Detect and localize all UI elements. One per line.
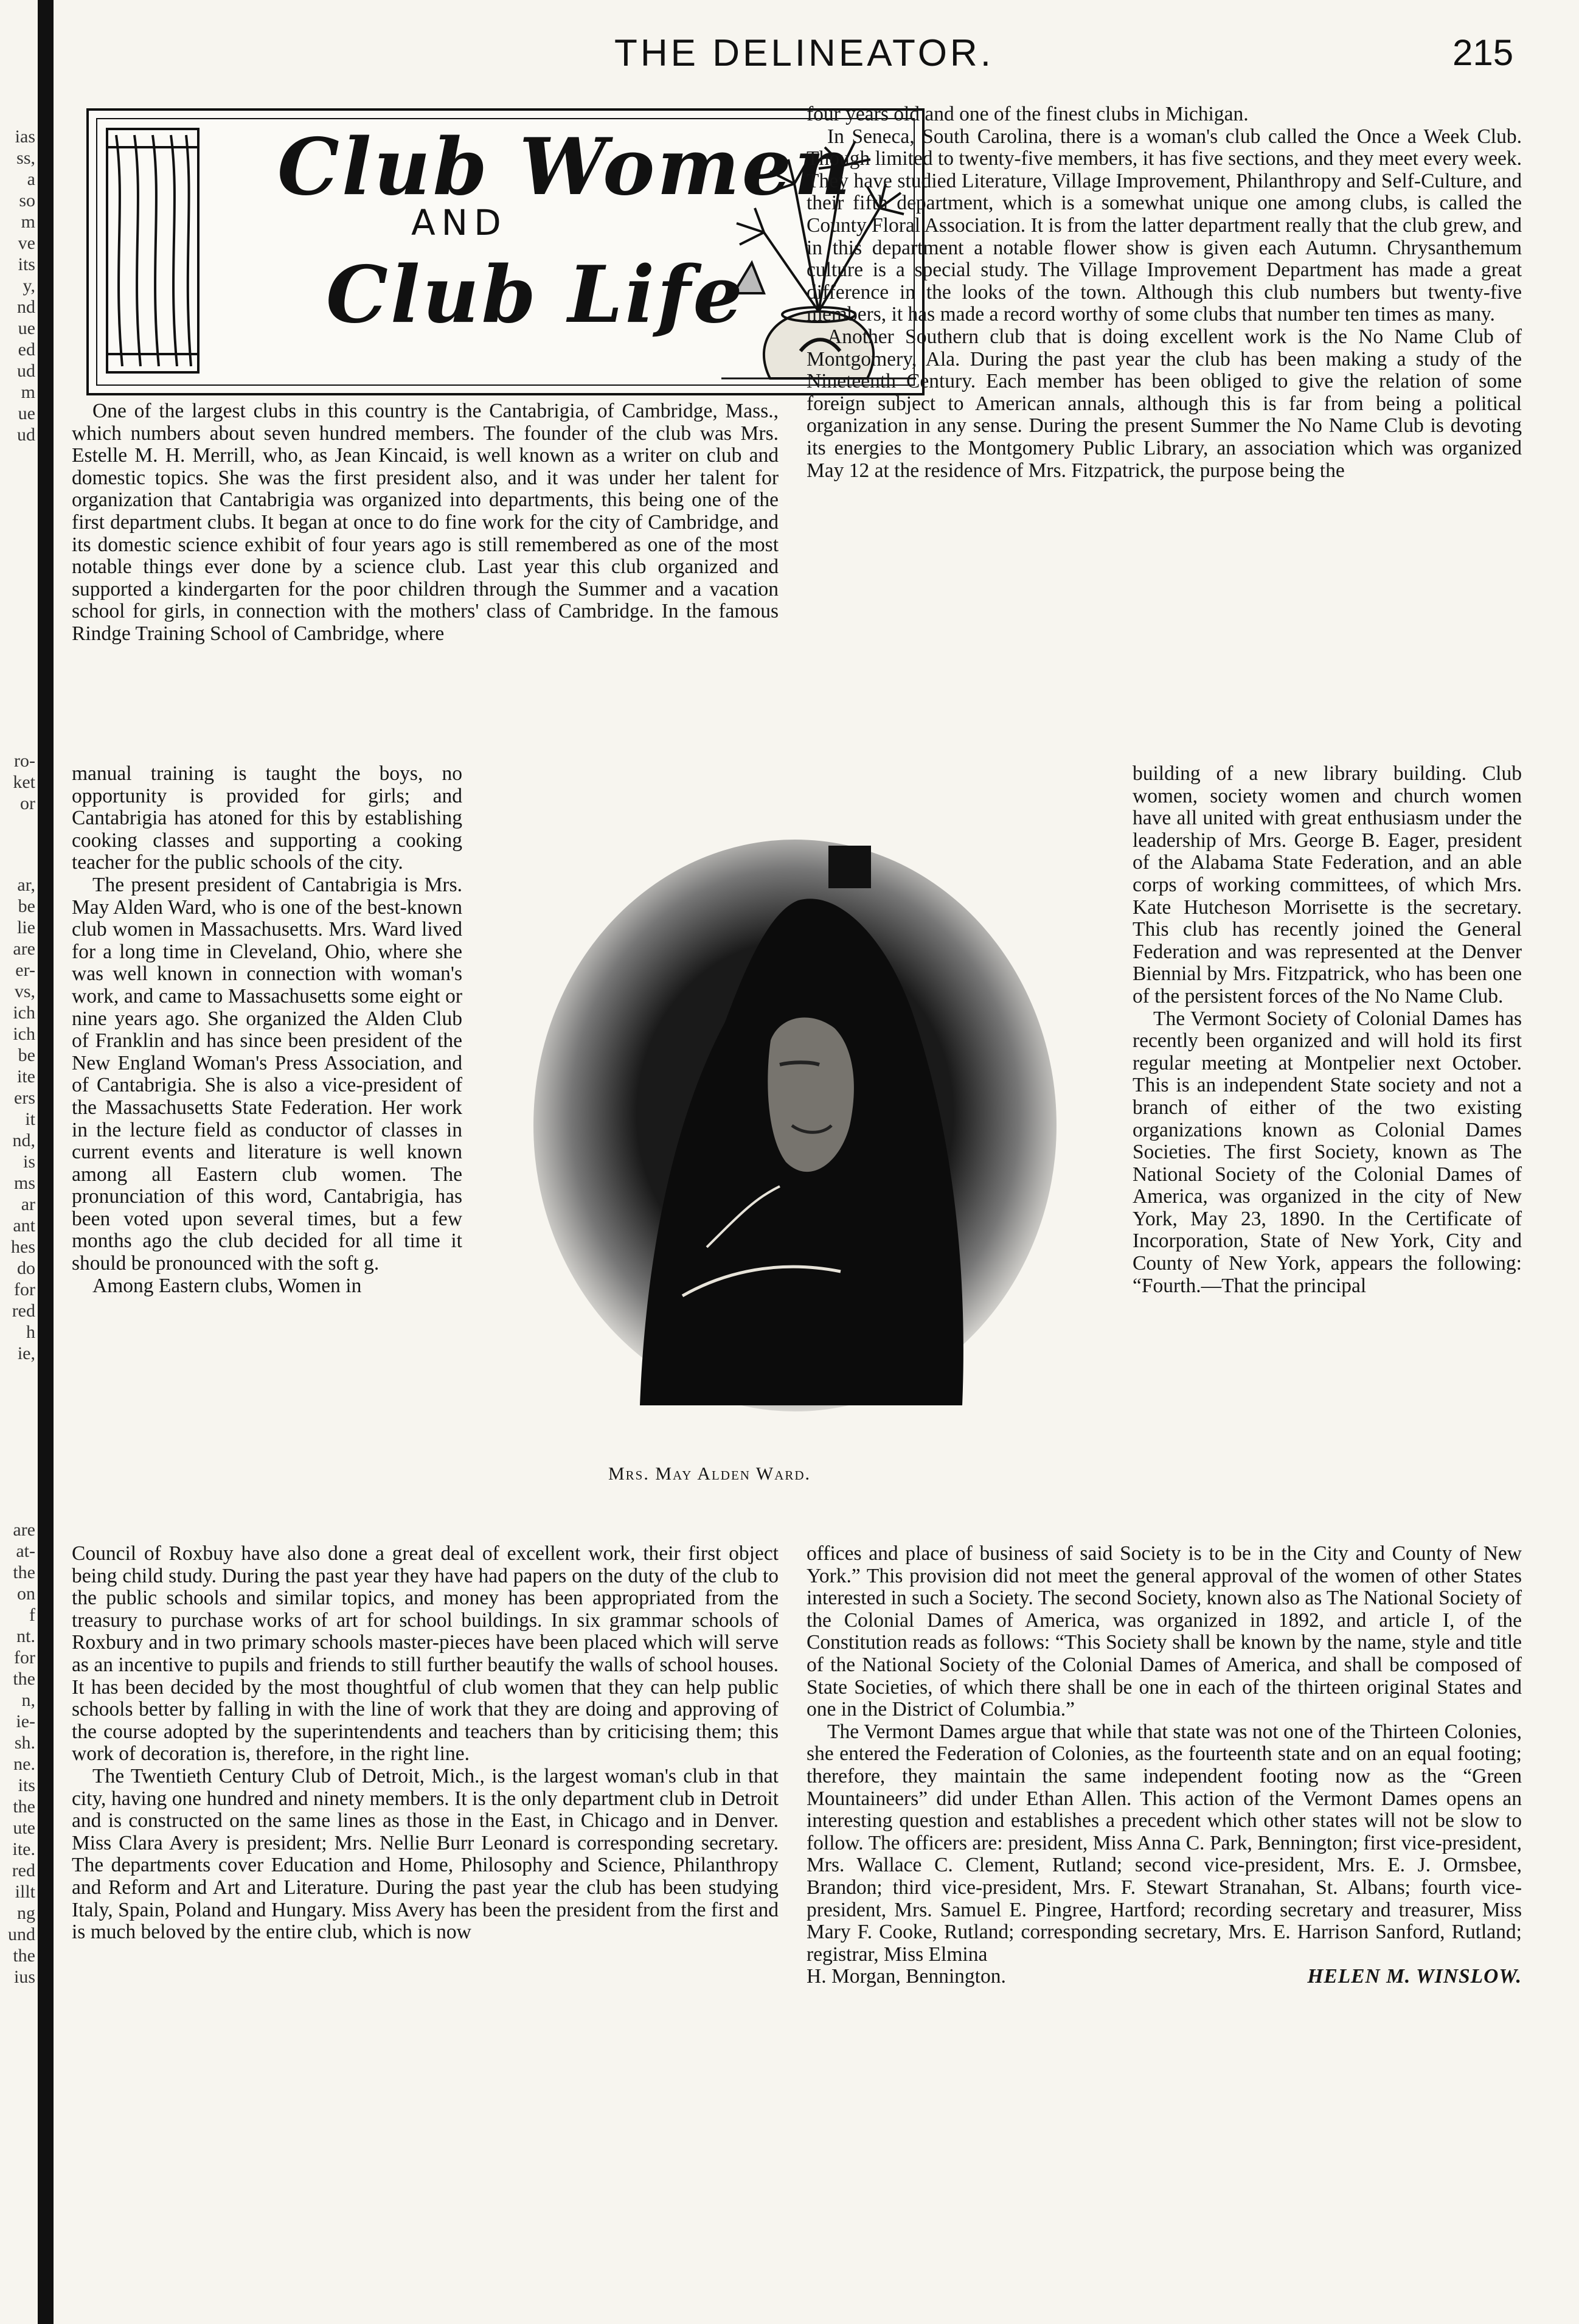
margin-fragment: er- xyxy=(15,960,35,980)
margin-fragment: sh. xyxy=(14,1733,35,1753)
margin-fragment: ias xyxy=(15,127,35,147)
paragraph-twentieth-century-club: The Twentieth Century Club of Detroit, Mich., is the largest woman's club in that city, having one hundred and ninety members. It is the only department club in Detroit and is constructed on the same lines as those in the East, in Chicago and in Denver. Miss Clara Avery is president; Mrs. Nellie Burr Leonard is corresponding secretary. The departments cover Education and Home, Philosophy and Science, Philanthropy and Reform and Art and Literature. During the past year the club has been studying Italy, Spain, Poland and Hungary. Miss Avery has been the president from the first and is much beloved by the entire club, which is now xyxy=(72,1764,779,1944)
margin-fragment: ers xyxy=(14,1088,35,1108)
column-left-top xyxy=(72,400,779,645)
margin-fragment: ue xyxy=(18,403,35,423)
margin-fragment: ant xyxy=(13,1216,35,1236)
margin-fragment: ite. xyxy=(12,1839,35,1859)
margin-fragment: nd xyxy=(17,297,35,317)
margin-fragment: vs, xyxy=(14,981,35,1001)
portrait-caption: Mrs. May Alden Ward. xyxy=(608,1464,811,1484)
closing-text: H. Morgan, Bennington. xyxy=(807,1965,1006,1988)
column-right-bottom xyxy=(807,1543,1522,1988)
column-left-bottom xyxy=(72,1543,779,1944)
margin-fragment: hes xyxy=(11,1237,35,1257)
margin-fragment: ed xyxy=(18,339,35,360)
running-head: THE DELINEATOR. xyxy=(614,32,994,74)
margin-fragment: ie- xyxy=(16,1711,35,1731)
portrait-image xyxy=(524,821,1066,1436)
margin-fragment: ms xyxy=(13,1173,35,1193)
closing-line xyxy=(807,1966,1522,1988)
paragraph-seneca: In Seneca, South Carolina, there is a woman's club called the Once a Week Club. Though limited to twenty-five members, it has five sections, and they meet every week. They have studied Literature, Village Improvement, Philanthropy and Self-Culture, and their fifth department, which is a somewhat unique one among clubs, is called the County Floral Association. It is from the latter department really that the club grew, and in this department a notable flower show is given each Autumn. Chrysanthemum culture is a special study. The Village Improvement Department has made a great difference in the looks of the town. Although this club numbers but twenty-five members, it has made a record worthy of some clubs that number ten times as many. xyxy=(807,125,1522,326)
margin-fragment: be xyxy=(18,1045,35,1065)
margin-fragment: ne. xyxy=(13,1754,35,1774)
margin-fragment: h xyxy=(26,1322,35,1342)
margin-fragment: for xyxy=(14,1279,35,1299)
paragraph-roxbury: Council of Roxbuy have also done a great deal of excellent work, their first object being child study. During the past year they have had papers on the duty of the club to the public schools and similar topics, and money has been appropriated from the treasury to purchase works of art for school buildings. In six grammar schools of Roxbury and in two primary schools master-pieces have been placed which will serve as an incentive to pupils and friends to still further beautify the walls of school houses. It has been decided by the most thoughtful of club women that they can help public schools better by falling in with the line of work that they are doing and approving of the course adopted by the superintendents and teachers than by criticising them; this work of decoration is, therefore, in the right line. xyxy=(72,1542,779,1766)
margin-fragment: are xyxy=(13,939,35,959)
margin-fragment: ich xyxy=(13,1003,35,1023)
margin-fragment: its xyxy=(18,1775,35,1795)
paragraph-cantabrigia: One of the largest clubs in this country is the Cantabrigia, of Cambridge, Mass., which numbers about seven hundred members. The founder of the club was Mrs. Estelle M. H. Merrill, who, as Jean Kincaid, is well known as a writer on club and domestic topics. She was the first president also, and it was under her talent for organization that Cantabrigia was organized into departments, this being one of the first department clubs. It began at once to do fine work for the city of Cambridge, and its domestic science exhibit of four years ago is still remembered as one of the most notable things ever done by a science club. Last year this club organized and supported a kindergarten for the poor children through the Summer and a vacation school for girls, in connection with the mothers' class of Cambridge. In the famous Rindge Training School of Cambridge, where xyxy=(72,400,779,645)
margin-fragment: or xyxy=(20,793,35,813)
paragraph-detroit-cont: four years old and one of the finest clubs in Michigan. xyxy=(807,103,1249,125)
margin-fragment: for xyxy=(14,1647,35,1668)
margin-fragment: ket xyxy=(13,772,35,792)
margin-fragment: nd, xyxy=(12,1130,35,1150)
paragraph-no-name-club-cont: building of a new library building. Club women, society women and church women have all united with great enthusiasm under the leadership of Mrs. George B. Eager, president of the Alabama State Federation, and an able corps of working committees, of which Mrs. Kate Hutcheson Morrisette is the secretary. This club has recently joined the General Federation and was represented at the Denver Biennial by Mrs. Fitzpatrick, who has been one of the persistent forces of the No Name Club. xyxy=(1133,762,1522,1007)
margin-fragment: ich xyxy=(13,1024,35,1044)
margin-fragment: ue xyxy=(18,318,35,338)
title-panel xyxy=(86,108,925,395)
margin-fragment: be xyxy=(18,896,35,916)
margin-fragment: it xyxy=(25,1109,35,1129)
margin-fragment: a xyxy=(27,169,35,189)
margin-fragment: the xyxy=(13,1797,35,1817)
margin-fragment: und xyxy=(8,1924,35,1944)
margin-fragment: on xyxy=(17,1584,35,1604)
margin-fragment: ss, xyxy=(16,148,35,168)
margin-fragment: m xyxy=(21,382,35,402)
margin-fragment: at- xyxy=(16,1541,35,1561)
margin-fragment: m xyxy=(21,212,35,232)
margin-fragment: is xyxy=(23,1152,35,1172)
margin-fragment: ro- xyxy=(14,751,35,771)
margin-fragment: its xyxy=(18,254,35,274)
margin-fragment: ve xyxy=(18,233,35,253)
margin-fragment: do xyxy=(17,1258,35,1278)
curtain-ornament xyxy=(107,129,198,372)
margin-fragment: illt xyxy=(15,1882,35,1902)
margin-fragment: f xyxy=(29,1605,35,1625)
margin-fragment: n, xyxy=(21,1690,35,1710)
margin-fragment: the xyxy=(13,1562,35,1582)
margin-fragment: ar, xyxy=(17,875,35,895)
page-binding-edge xyxy=(38,0,54,2324)
column-right-narrow xyxy=(1133,763,1522,1297)
margin-fragment: ie, xyxy=(17,1343,35,1363)
margin-fragment: the xyxy=(13,1669,35,1689)
paragraph-vermont-dames-cont: offices and place of business of said Society is to be in the City and County of New York.” This provision did not meet the general approval of the women of other States interested in such a Society. The second Society, known also as The National Society of the Colonial Dames of America, was organized in 1892, and article I, of the Constitution reads as follows: “This Society shall be known by the name, style and title of the National Society of the Colonial Dames of America, and shall be composed of State Societies, of which there shall be one in each of the thirteen original States and one in the District of Columbia.” xyxy=(807,1542,1522,1721)
margin-fragment: ar xyxy=(21,1194,35,1214)
paragraph-cantabrigia-cont: manual training is taught the boys, no opportunity is provided for girls; and Cantabrigia has atoned for this by establishing cooking classes and supporting a cooking teacher for the public schools of the city. xyxy=(72,762,462,874)
margin-fragment: red xyxy=(12,1301,35,1321)
margin-fragment: the xyxy=(13,1946,35,1966)
paragraph-vermont-officers: The Vermont Dames argue that while that state was not one of the Thirteen Colonies, she entered the Federation of Colonies, as the fourteenth state and on an equal footing; therefore, they maintain the same independent footing now as the “Green Mountaineers” did under Ethan Allen. This action of the Vermont Dames opens an interesting question and establishes a precedent which other states will not be slow to follow. The officers are: president, Miss Anna C. Park, Bennington; first vice-president, Mrs. Wallace C. Clement, Rutland; second vice-president, Mrs. E. J. Ormsbee, Brandon; third vice-president, Mrs. F. Stewart Stranahan, St. Albans; fourth vice-president, Mrs. Samuel E. Pingree, Hartford; recording secretary and treasurer, Miss Mary F. Cooke, Rutland; corresponding secretary, Mrs. E. Harrison Sanford, Rutland; registrar, Miss Elmina xyxy=(807,1720,1522,1966)
margin-fragment: nt. xyxy=(16,1626,35,1646)
adjacent-page-margin xyxy=(0,0,36,2324)
title-line-club-women: Club Women xyxy=(277,122,853,213)
margin-fragment: ng xyxy=(17,1903,35,1923)
margin-fragment: ius xyxy=(13,1967,35,1987)
margin-fragment: ud xyxy=(17,361,35,381)
margin-fragment: red xyxy=(12,1860,35,1880)
paragraph-vermont-dames: The Vermont Society of Colonial Dames has recently been organized and will hold its first regular meeting at Montpelier next October. This is an independent State society and not a branch of either of the two existing organizations known as Colonial Dames Societies. The first Society, known as The National Society of the Colonial Dames of America, was organized in the city of New York, May 23, 1890. In the Certificate of Incorporation, State of New York, City and County of New York, appears the following: “Fourth.—That the principal xyxy=(1133,1007,1522,1297)
margin-fragment: ite xyxy=(17,1066,35,1087)
margin-fragment: so xyxy=(19,190,35,210)
title-line-and: AND xyxy=(411,202,507,243)
page-number: 215 xyxy=(1452,32,1514,73)
title-line-club-life: Club Life xyxy=(326,249,745,341)
margin-fragment: lie xyxy=(17,917,35,938)
portrait-hair-ornament xyxy=(828,846,871,888)
paragraph-eastern-clubs-start: Among Eastern clubs, Women in xyxy=(92,1274,362,1297)
column-left-narrow xyxy=(72,763,462,1297)
margin-fragment: ute xyxy=(13,1818,35,1838)
author-signature: HELEN M. WINSLOW. xyxy=(1307,1965,1522,1988)
paragraph-no-name-club: Another Southern club that is doing excellent work is the No Name Club of Montgomery, Ala. During the past year the club has been making a study of the Nineteenth Century. Each member has been obliged to give the relation of some foreign subject to American annals, although this is far from being a political organization in any sense. During the present Summer the No Name Club is devoting its energies to the Montgomery Public Library, an association which was organized May 12 at the residence of Mrs. Fitzpatrick, the purpose being the xyxy=(807,325,1522,482)
margin-fragment: are xyxy=(13,1520,35,1540)
margin-fragment: ud xyxy=(17,425,35,445)
paragraph-may-alden-ward: The present president of Cantabrigia is Mrs. May Alden Ward, who is one of the best-known club women in Massachusetts. Mrs. Ward lived for a long time in Cleveland, Ohio, where she was well known in connection with woman's work, and came to Massachusetts some eight or nine years ago. She organized the Alden Club of Franklin and has since been president of the New England Woman's Press Association, and of Cantabrigia. She is also a vice-president of the Massachusetts State Federation. Her work in the lecture field as conductor of classes in current events and literature is well known among all Eastern club women. The pronunciation of this word, Cantabrigia, has been voted upon several times, but a few months ago the club decided for all time it should be pronounced with the soft g. xyxy=(72,873,462,1275)
column-right-top xyxy=(807,103,1522,482)
margin-fragment: y, xyxy=(23,276,35,296)
